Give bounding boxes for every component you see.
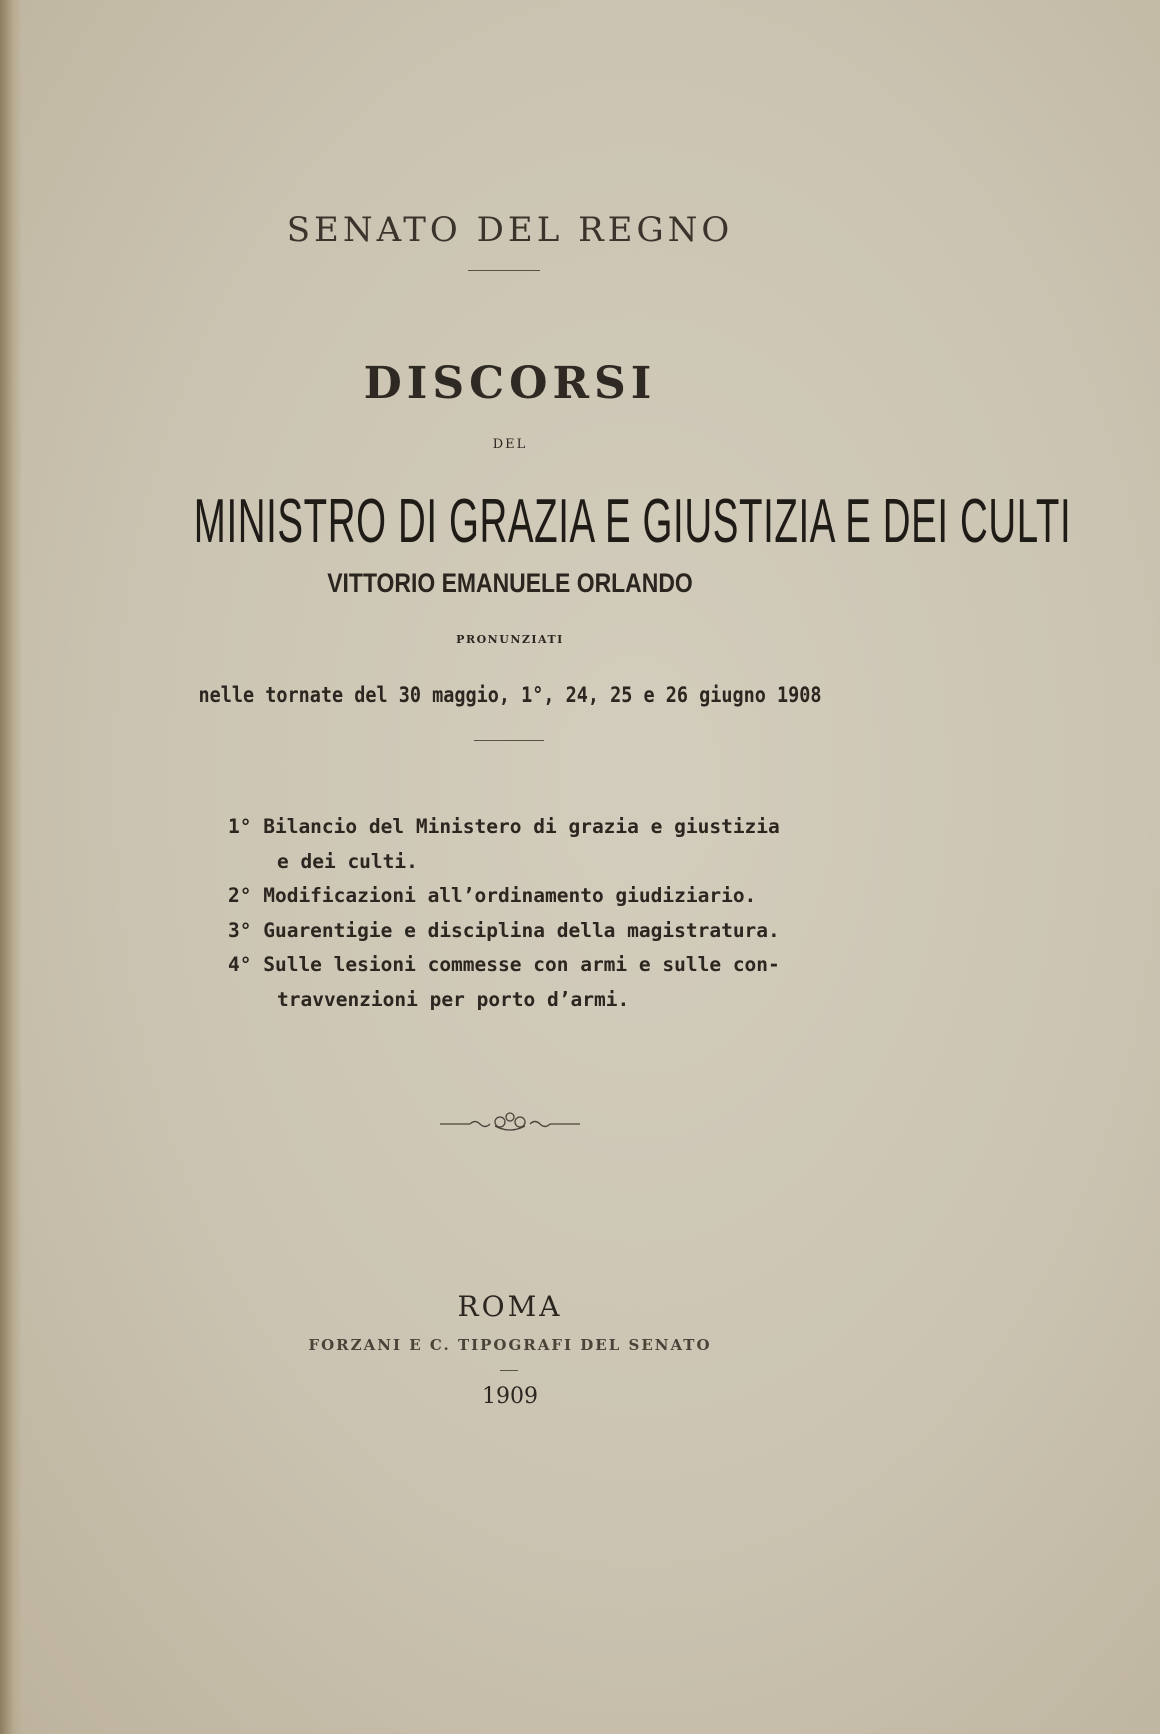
topic-list [228,810,780,1017]
title-connector: DEL [492,437,528,452]
topic-item: 3° Guarentigie e disciplina della magistratura. [228,918,780,942]
topic-item: 1° Bilancio del Ministero di grazia e giustizia [228,815,780,838]
ornament-icon [440,1110,580,1136]
imprint-year: 1909 [482,1384,538,1409]
sessions-line: nelle tornate del 30 maggio, 1°, 24, 25 e 26 giugno 1908 [198,683,822,707]
title: DISCORSI [363,358,657,409]
office-title: MINISTRO DI GRAZIA E GIUSTIZIA E DEI CULTI [193,487,1072,556]
topic-item-continuation: e dei culti. [277,849,418,873]
topic-item: 2° Modificazioni all’ordinamento giudiziario. [228,884,757,907]
pronounced-label: PRONUNZIATI [456,633,564,646]
divider [500,1370,518,1371]
imprint-city: ROMA [457,1290,563,1323]
topic-item: 4° Sulle lesioni commesse con armi e sulle con- [228,953,780,976]
divider [468,270,540,271]
imprint-printer: FORZANI E C. TIPOGRAFI DEL SENATO [308,1336,712,1354]
institution-header: SENATO DEL REGNO [286,210,734,250]
divider [474,740,544,741]
topic-item-continuation: travvenzioni per porto d’armi. [277,987,630,1011]
book-edge [0,0,22,1734]
author-name: VITTORIO EMANUELE ORLANDO [327,568,693,598]
